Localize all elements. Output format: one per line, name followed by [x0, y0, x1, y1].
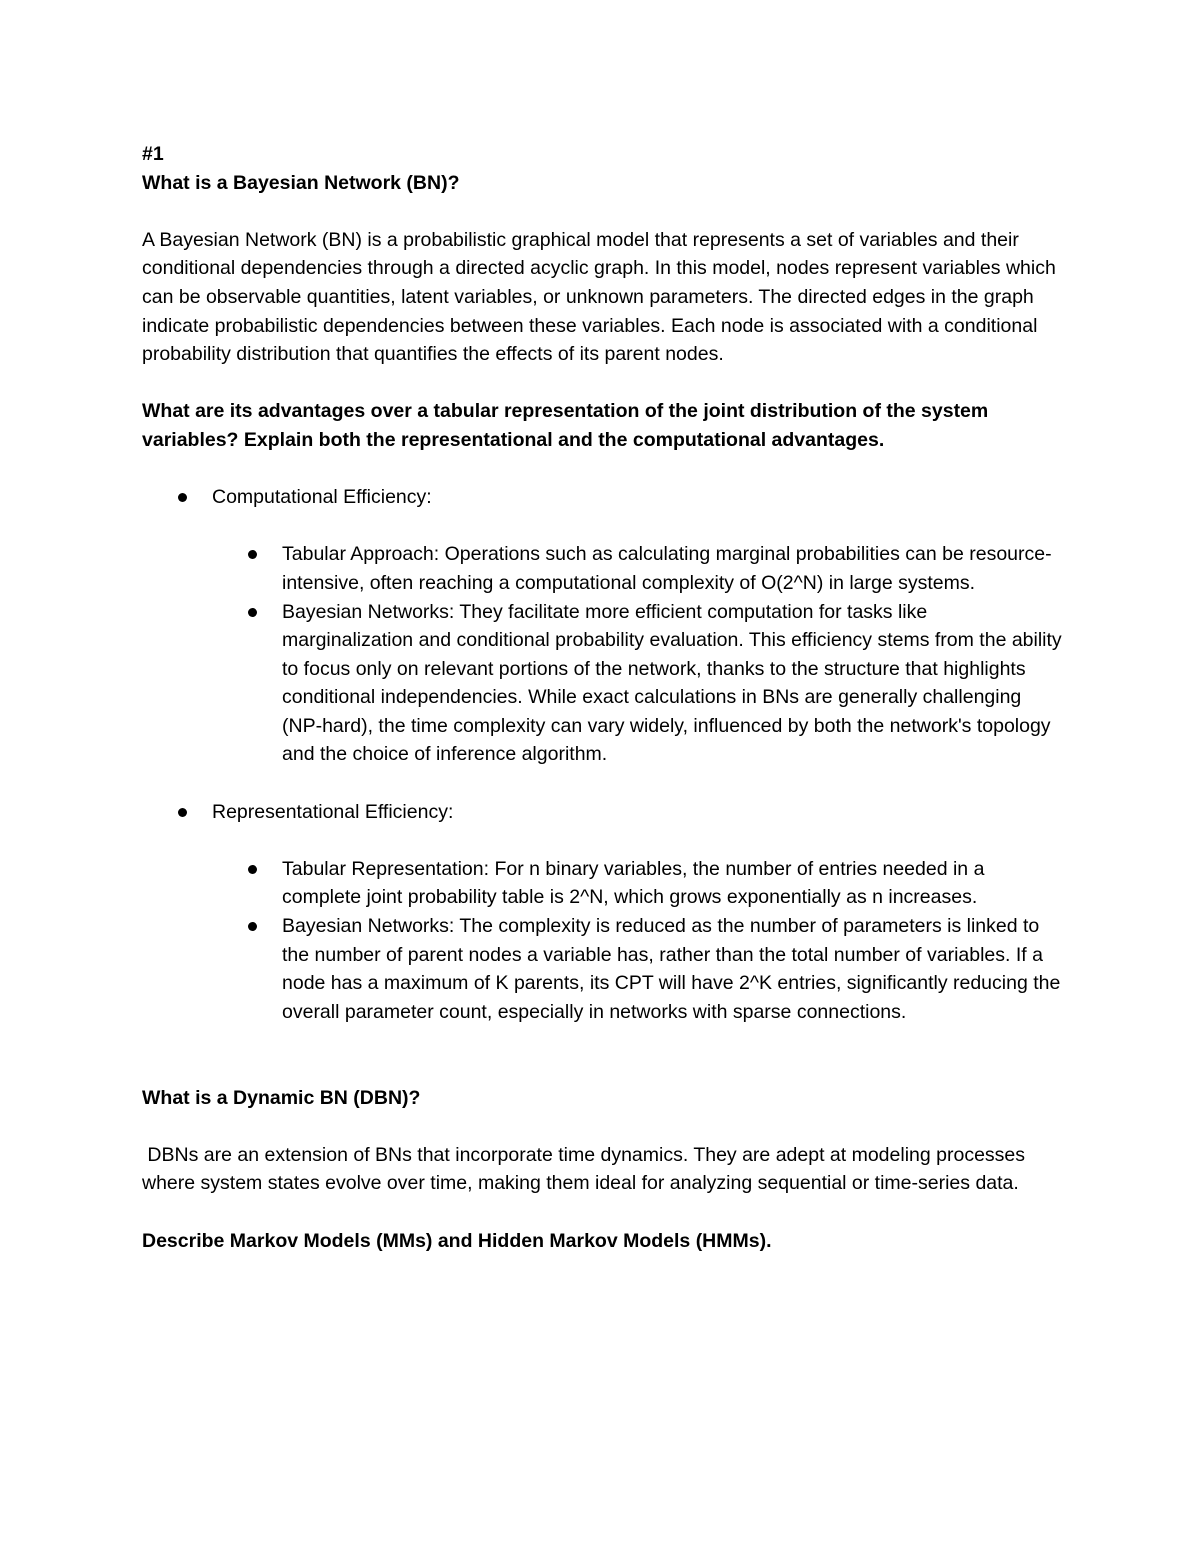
computational-sublist [212, 540, 1062, 769]
answer-dbn: DBNs are an extension of BNs that incorporate time dynamics. They are adept at modeling processes where system states evolve over time, making them ideal for analyzing sequential or time-series data. [142, 1143, 1031, 1195]
list-item: Tabular Approach: Operations such as calculating marginal probabilities can be resource-intensive, often reaching a computational complexity of O(2^N) in large systems. [142, 540, 1062, 597]
advantages-list [142, 483, 1062, 1026]
question-markov-title: Describe Markov Models (MMs) and Hidden Markov Models (HMMs). [142, 1229, 772, 1252]
list-item: Bayesian Networks: They facilitate more efficient computation for tasks like marginalization and conditional probability evaluation. This efficiency stems from the ability to focus only on relevant portions of the network, thanks to the structure that highlights conditional independencies. While exact calculations in BNs are generally challenging (NP-hard), the time complexity can vary widely, influenced by both the network's topology and the choice of inference algorithm. [142, 598, 1062, 770]
answer-bn-definition: A Bayesian Network (BN) is a probabilistic graphical model that represents a set of variables and their conditional dependencies through a directed acyclic graph. In this model, nodes represent variables which can be observable quantities, latent variables, or unknown parameters. The directed edges in the graph indicate probabilistic dependencies between these variables. Each node is associated with a conditional probability distribution that quantifies the effects of its parent nodes. [142, 228, 1056, 366]
representational-heading: Representational Efficiency: [212, 800, 454, 823]
question-number: #1 [142, 143, 164, 165]
question-dbn-title: What is a Dynamic BN (DBN)? [142, 1086, 421, 1109]
list-item-computational [142, 483, 1062, 769]
question-bn-title: What is a Bayesian Network (BN)? [142, 171, 460, 194]
list-item-representational [142, 798, 1062, 1027]
list-item: Tabular Representation: For n binary variables, the number of entries needed in a complete joint probability table is 2^N, which grows exponentially as n increases. [142, 855, 1062, 912]
representational-sublist [212, 855, 1062, 1027]
document-page [142, 140, 1062, 1255]
computational-heading: Computational Efficiency: [212, 486, 432, 509]
list-item: Bayesian Networks: The complexity is reduced as the number of parameters is linked to the number of parent nodes a variable has, rather than the total number of variables. If a node has a maximum of K parents, its CPT will have 2^K entries, significantly reducing the overall parameter count, especially in networks with sparse connections. [142, 912, 1062, 1026]
question-advantages-title: What are its advantages over a tabular representation of the joint distribution of the system variables? Explain both the representational and the computational advantages. [142, 400, 989, 451]
